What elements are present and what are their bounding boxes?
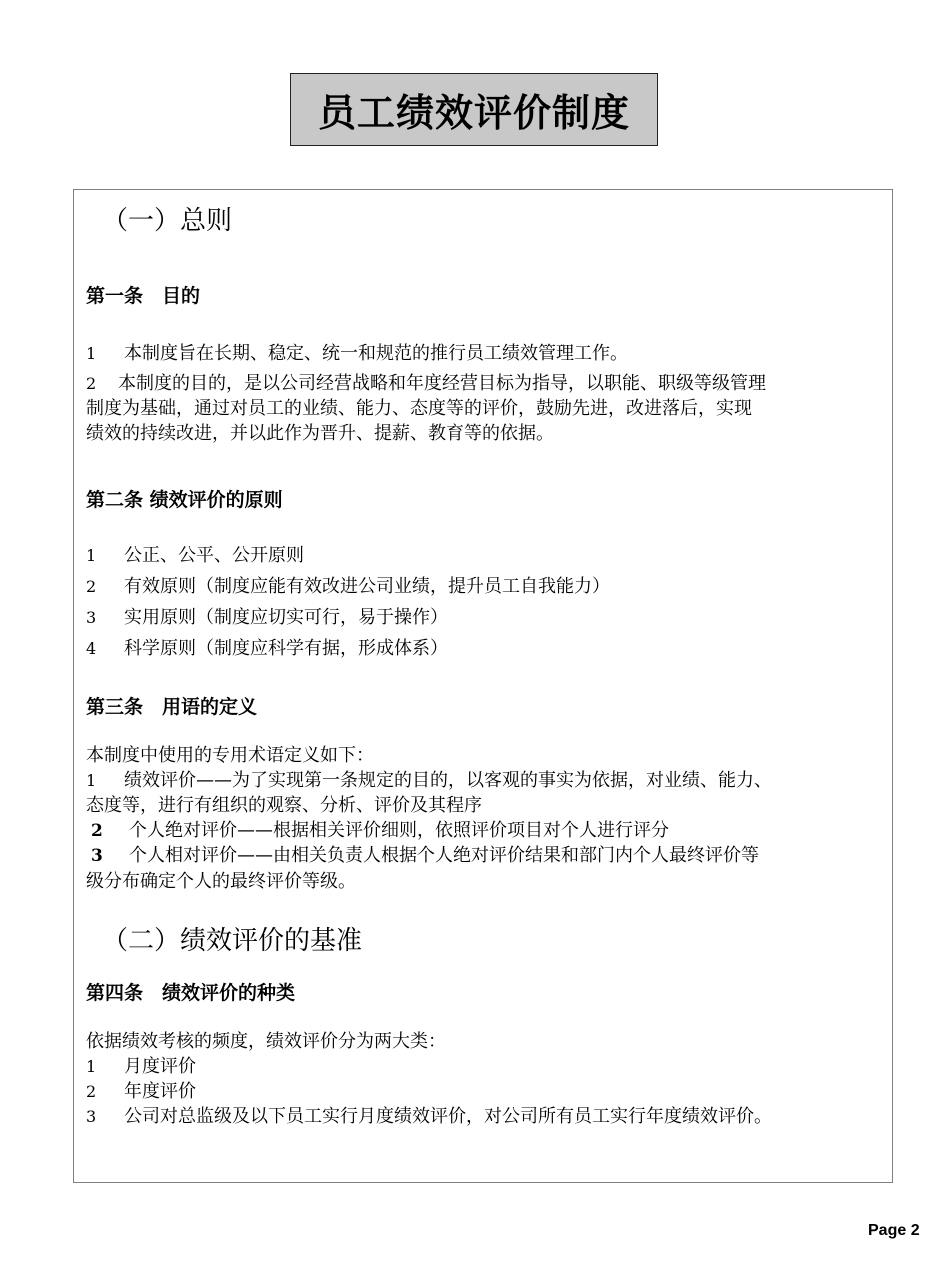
article-3-heading: 第三条 用语的定义 xyxy=(86,696,258,718)
item-number: 1 xyxy=(86,1057,97,1076)
item-text: 公正、公平、公开原则 xyxy=(124,545,304,566)
article-2-item-3 xyxy=(86,605,448,630)
item-text: 本制度旨在长期、稳定、统一和规范的推行员工绩效管理工作。 xyxy=(124,343,628,364)
article-4-item-1 xyxy=(86,1054,196,1079)
document-title: 员工绩效评价制度 xyxy=(290,73,658,146)
article-4-heading: 第四条 绩效评价的种类 xyxy=(86,982,296,1004)
article-3-item-1 xyxy=(86,768,772,818)
item-text-line: 绩效评价——为了实现第一条规定的目的，以客观的事实为依据，对业绩、能力、 xyxy=(124,770,772,791)
item-number: 4 xyxy=(86,639,97,658)
item-text: 月度评价 xyxy=(124,1056,196,1077)
section-heading-criteria: （二）绩效评价的基准 xyxy=(102,926,363,956)
item-number: 2 xyxy=(86,1082,97,1101)
article-4-intro: 依据绩效考核的频度，绩效评价分为两大类： xyxy=(86,1031,446,1052)
item-text: 科学原则（制度应科学有据，形成体系） xyxy=(124,638,448,659)
section-heading-general: （一）总则 xyxy=(102,206,233,236)
item-text-line: 制度为基础，通过对员工的业绩、能力、态度等的评价，鼓励先进，改进落后，实现 xyxy=(86,398,752,419)
article-2-item-1 xyxy=(86,543,304,568)
article-2-heading: 第二条 绩效评价的原则 xyxy=(86,489,283,511)
item-number: 2 xyxy=(86,577,97,596)
article-3-item-2 xyxy=(86,818,669,844)
item-text: 公司对总监级及以下员工实行月度绩效评价，对公司所有员工实行年度绩效评价。 xyxy=(124,1106,772,1127)
item-number: 3 xyxy=(86,1107,97,1126)
article-1-item-1 xyxy=(86,341,628,366)
item-number: 2 xyxy=(91,821,103,841)
article-3-item-3 xyxy=(86,843,759,894)
item-number: 2 xyxy=(86,374,97,393)
article-4-item-2 xyxy=(86,1079,196,1104)
item-text-line: 个人相对评价——由相关负责人根据个人绝对评价结果和部门内个人最终评价等 xyxy=(129,845,759,866)
article-2-item-4 xyxy=(86,636,448,661)
item-text-line: 本制度的目的，是以公司经营战略和年度经营目标为指导，以职能、职级等级管理 xyxy=(118,373,766,394)
item-text-line: 级分布确定个人的最终评价等级。 xyxy=(86,871,356,892)
article-3-intro: 本制度中使用的专用术语定义如下： xyxy=(86,745,374,766)
article-4-item-3 xyxy=(86,1104,772,1129)
item-number: 1 xyxy=(86,771,97,790)
item-number: 1 xyxy=(86,546,97,565)
item-number: 3 xyxy=(86,608,97,627)
item-number: 3 xyxy=(91,846,103,866)
item-text: 年度评价 xyxy=(124,1081,196,1102)
item-text-line: 态度等，进行有组织的观察、分析、评价及其程序 xyxy=(86,795,482,816)
article-1-heading: 第一条 目的 xyxy=(86,285,201,307)
article-1-item-2 xyxy=(86,371,766,446)
page-number: Page 2 xyxy=(868,1222,920,1239)
item-text-line: 绩效的持续改进，并以此作为晋升、提薪、教育等的依据。 xyxy=(86,423,554,444)
article-2-item-2 xyxy=(86,574,610,599)
item-text: 实用原则（制度应切实可行，易于操作） xyxy=(124,607,448,628)
item-text: 个人绝对评价——根据相关评价细则，依照评价项目对个人进行评分 xyxy=(129,820,669,841)
item-text: 有效原则（制度应能有效改进公司业绩，提升员工自我能力） xyxy=(124,576,610,597)
item-number: 1 xyxy=(86,344,97,363)
